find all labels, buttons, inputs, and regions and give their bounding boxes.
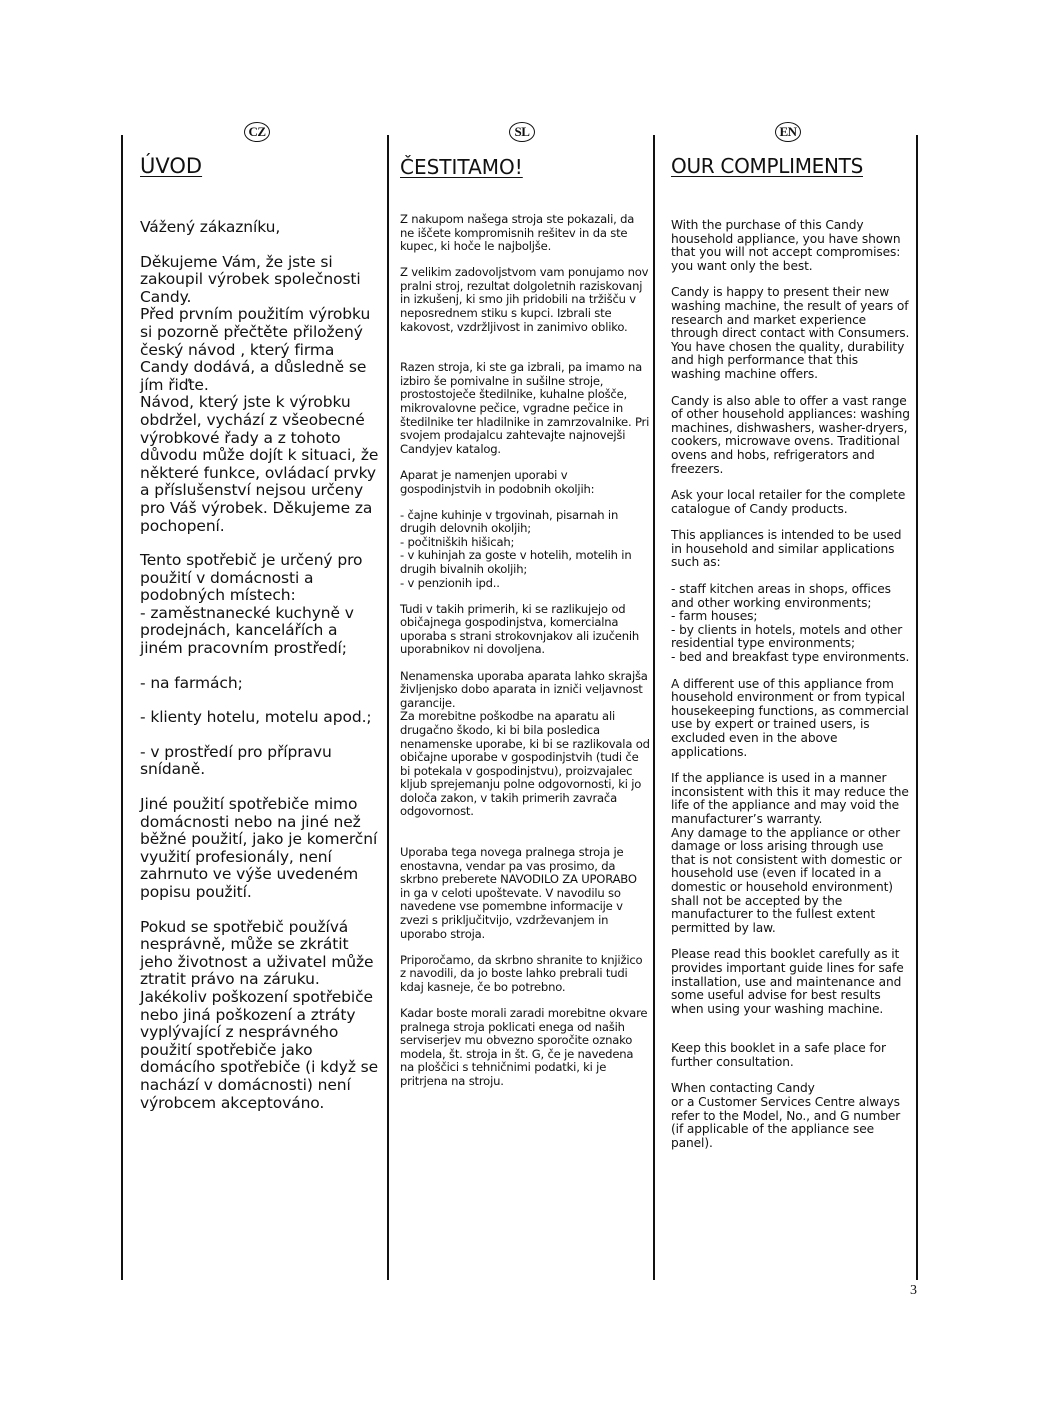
- section-title-sl: ČESTITAMO!: [400, 155, 523, 179]
- paragraph: - čajne kuhinje v trgovinah, pisarnah in drugih delovnih okoljih; - počitniških hišicah; - v kuhinjah za goste v hotelih, motelih in drugih bivalnih okoljih; - v penzionih ipd..: [400, 507, 632, 590]
- paragraph: Aparat je namenjen uporabi v gospodinjstvih in podobnih okoljih:: [400, 467, 595, 496]
- language-badge-cz: CZ: [244, 122, 270, 142]
- language-badge-sl: SL: [509, 122, 535, 142]
- section-title-cz: ÚVOD: [140, 154, 203, 178]
- page-number: 3: [910, 1283, 917, 1298]
- text-column-cz: [140, 219, 380, 1129]
- paragraph: A different use of this appliance from household environment or from typical housekeeping functions, as commercial use by expert or trained users, is excluded even in the above applications.: [671, 676, 909, 759]
- text-column-en: [671, 219, 911, 1163]
- column-rule-left: [121, 135, 123, 1280]
- paragraph: With the purchase of this Candy household appliance, you have shown that you will not accept compromises: you want only the best.: [671, 218, 901, 273]
- paragraph: - klienty hotelu, motelu apod.;: [140, 708, 372, 727]
- paragraph: Razen stroja, ki ste ga izbrali, pa imamo na izbiro še pomivalne in sušilne stroje, prostostoječe štedilnike, kuhalne plošče, mikrovalovne pečice, vgradne pečice in štedilnike ter hladilnike in zamrzovalnike. Pri svojem prodajalcu zahtevajte najnovejši Candyjev katalog.: [400, 360, 650, 456]
- paragraph: Z velikim zadovoljstvom vam ponujamo nov pralni stroj, rezultat dolgoletnih raziskovanj in izkušenj, ki smo jih pridobili na tržišču v neposrednem stiku s kupci. Izbrali ste kakovost, vzdržljivost in zanimivo obliko.: [400, 265, 649, 334]
- paragraph: Jiné použití spotřebiče mimo domácnosti nebo na jiné než běžné použití, jako je komerční využití profesionály, není zahrnuto ve výše uvedeném popisu použití.: [140, 795, 378, 901]
- paragraph: - na farmách;: [140, 673, 243, 692]
- column-rule-middle-right: [653, 135, 655, 1280]
- paragraph: Vážený zákazníku,: [140, 218, 281, 236]
- column-rule-middle-left: [387, 135, 389, 1280]
- paragraph: Kadar boste morali zaradi morebitne okvare pralnega stroja poklicati enega od naših serviserjev mu obvezno sporočite oznako modela, št. stroja in št. G, če je navedena na ploščici s tehničnimi podatki, ki je pritrjena na stroju.: [400, 1006, 648, 1088]
- paragraph: Děkujeme Vám, že jste si zakoupil výrobek společnosti Candy. Před prvním použitím výrobku si pozorně přečtěte přiložený český návod , který firma Candy dodává, a důsledně se jím řiďte. Návod, který jste k výrobku obdržel, vychází z všeobecné výrobkové řady a z tohoto důvodu může dojít k situaci, že některé funkce, ovládací prvky a příslušenství nejsou určeny pro Váš výrobek. Děkujeme za pochopení.: [140, 252, 379, 535]
- section-title-en: OUR COMPLIMENTS: [671, 154, 863, 178]
- paragraph: - v prostředí pro přípravu snídaně.: [140, 742, 332, 779]
- paragraph: Keep this booklet in a safe place for further consultation.: [671, 1041, 886, 1069]
- paragraph: Nenamenska uporaba aparata lahko skrajša življenjsko dobo aparata in izniči veljavnost garancije. Za morebitne poškodbe na aparatu ali drugačno škodo, ki bi bila posledica nenamenske uporabe, ki bi se razlikovala od običajne uporabe v gospodinjstvih (tudi če bi potekala v gospodinjstvu), proizvajalec kljub sprejemanju polne odgovornosti, ki jo določa zakon, v takih primerih zavrača odgovornost.: [400, 668, 650, 819]
- paragraph: Candy is also able to offer a vast range of other household appliances: washing machines, dishwashers, washer-dryers, cookers, microwave ovens. Traditional ovens and hobs, refrigerators and freezers.: [671, 393, 910, 476]
- paragraph: Z nakupom našega stroja ste pokazali, da ne iščete kompromisnih rešitev in da ste kupec, ki hoče le najboljše.: [400, 212, 635, 254]
- paragraph: If the appliance is used in a manner inconsistent with this it may reduce the life of the appliance and may void the manufacturer’s warranty. Any damage to the appliance or other damage or loss arising through use that is not consistent with domestic or household use (even if located in a domestic or household environment) shall not be accepted by the manufacturer to the fullest extent permitted by law.: [671, 771, 909, 935]
- language-badge-en: EN: [775, 122, 801, 142]
- paragraph: Pokud se spotřebič používá nesprávně, může se zkrátit jeho životnost a uživatel může ztratit právo na záruku. Jakékoliv poškození spotřebiče nebo jiná poškození a ztráty vyplývající z nesprávného použití spotřebiče jako domácího spotřebiče (i když se nachází v domácnosti) není výrobcem akceptováno.: [140, 917, 379, 1112]
- column-rule-right: [916, 135, 918, 1280]
- paragraph: Please read this booklet carefully as it provides important guide lines for safe installation, use and maintenance and some useful advise for best results when using your washing machine.: [671, 947, 904, 1016]
- paragraph: - staff kitchen areas in shops, offices and other working environments; - farm houses; - by clients in hotels, motels and other residential type environments; - bed and breakfast type environments.: [671, 582, 910, 665]
- paragraph: Priporočamo, da skrbno shranite to knjižico z navodili, da jo boste lahko prebrali tudi kdaj kasneje, če bo potrebno.: [400, 952, 643, 994]
- paragraph: When contacting Candy or a Customer Services Centre always refer to the Model, No., and G number (if applicable of the appliance see panel).: [671, 1081, 901, 1150]
- paragraph: This appliances is intended to be used in household and similar applications such as:: [671, 528, 902, 570]
- paragraph: Tento spotřebič je určený pro použití v domácnosti a podobných místech: - zaměstnanecké kuchyně v prodejnách, kancelářích a jiném pracovním prostředí;: [140, 551, 363, 658]
- paragraph: Uporaba tega novega pralnega stroja je enostavna, vendar pa vas prosimo, da skrbno preberete NAVODILO ZA UPORABO in ga v celoti upoštevate. V navodilu so navedene vse pomembne informacije v zvezi s priključitvijo, vzdrževanjem in uporabo stroja.: [400, 845, 637, 941]
- paragraph: Tudi v takih primerih, ki se razlikujejo od običajnega gospodinjstva, komercialna uporaba s strani strokovnjakov ali izučenih uporabnikov ni dovoljena.: [400, 601, 640, 657]
- paragraph: Ask your local retailer for the complete catalogue of Candy products.: [671, 488, 906, 516]
- text-column-sl: [400, 213, 650, 1101]
- paragraph: Candy is happy to present their new washing machine, the result of years of research and market experience through direct contact with Consumers. You have chosen the quality, durability and high performance that this washing machine offers.: [671, 285, 910, 381]
